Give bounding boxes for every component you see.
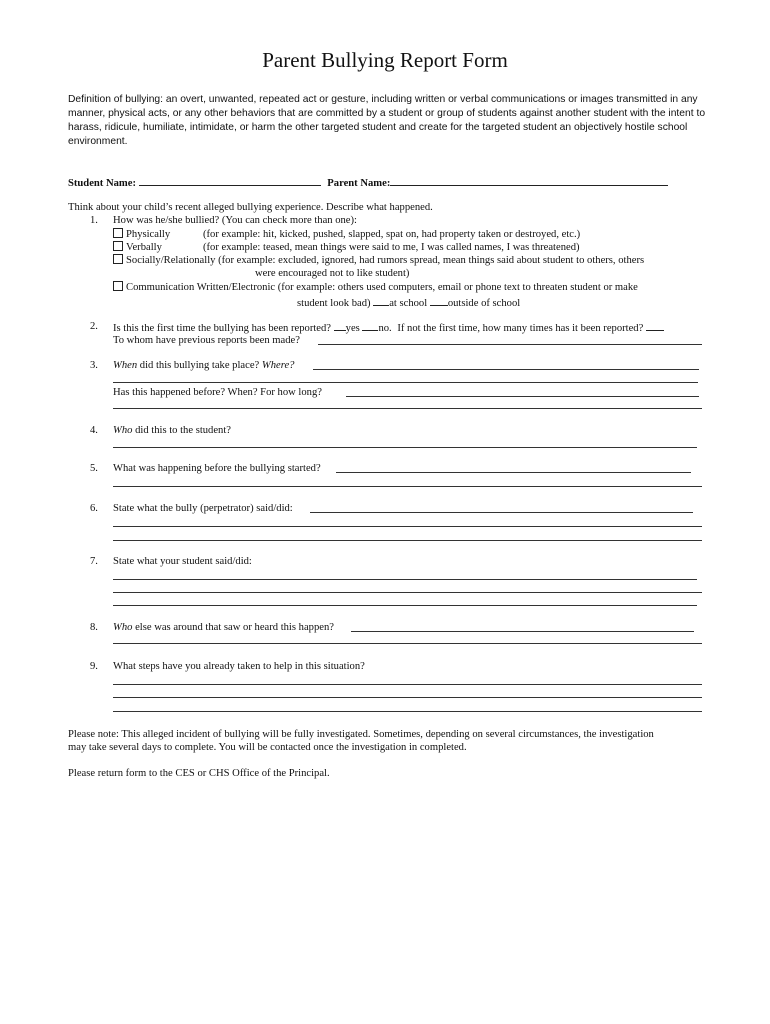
checkbox-physically[interactable]: [113, 228, 123, 238]
note-line-1: Please note: This alleged incident of bullying will be fully investigated. Sometimes, depending on several circumstances, the investigation: [68, 729, 654, 740]
q2-text-b: If not the first time, how many times has it been reported?: [397, 323, 644, 334]
student-name-label: Student Name:: [68, 178, 136, 189]
q1-location-row: [297, 295, 520, 310]
q8-text: else was around that saw or heard this happen?: [135, 622, 334, 633]
q3-number: 3.: [90, 360, 98, 371]
parent-name-field[interactable]: [390, 175, 668, 186]
q3-before-line[interactable]: [346, 396, 699, 397]
q6-line-2[interactable]: [113, 526, 702, 527]
q3-text-b: Has this happened before? When? For how long?: [113, 387, 322, 398]
q9-line-1[interactable]: [113, 684, 702, 685]
q6-text: State what the bully (perpetrator) said/did:: [113, 503, 293, 514]
q9-number: 9.: [90, 661, 98, 672]
checkbox-communication[interactable]: [113, 281, 123, 291]
note-line-2: may take several days to complete. You will be contacted once the investigation in completed.: [68, 742, 467, 753]
q3-line-2[interactable]: [113, 382, 698, 383]
return-instructions: Please return form to the CES or CHS Office of the Principal.: [68, 768, 330, 779]
q5-line-2[interactable]: [113, 486, 702, 487]
q2-row-a: [113, 320, 664, 335]
page-title: Parent Bullying Report Form: [262, 48, 508, 72]
q7-line-3[interactable]: [113, 605, 697, 606]
outside-school-blank[interactable]: [430, 295, 448, 306]
outside-school-label: outside of school: [447, 298, 521, 309]
q6-number: 6.: [90, 503, 98, 514]
checkbox-socially[interactable]: [113, 254, 123, 264]
q2-no-label: no.: [378, 323, 392, 334]
q5-text: What was happening before the bullying started?: [113, 463, 321, 474]
q1-option-communication[interactable]: Communication Written/Electronic (for example: others used computers, email or phone text to threaten student or make: [113, 281, 638, 294]
q9-text: What steps have you already taken to help in this situation?: [113, 661, 365, 672]
q6-line-1[interactable]: [310, 512, 693, 513]
q8-row: [113, 621, 334, 634]
q5-line-1[interactable]: [336, 472, 691, 473]
student-name-row: [68, 175, 668, 190]
q3-where-line[interactable]: [313, 369, 699, 370]
q2-no-blank[interactable]: [362, 320, 378, 331]
q1-example-verbally: (for example: teased, mean things were said to me, I was called names, I was threatened): [203, 242, 580, 253]
q7-text: State what your student said/did:: [113, 556, 252, 567]
q1-example-socially-cont: were encouraged not to like student): [255, 268, 410, 279]
q7-line-2[interactable]: [113, 592, 702, 593]
q4-who: Who: [113, 425, 133, 436]
q4-text: did this to the student?: [135, 425, 232, 436]
intro-text: Think about your child’s recent alleged bullying experience. Describe what happened.: [68, 202, 433, 213]
q2-number: 2.: [90, 321, 98, 332]
q5-number: 5.: [90, 463, 98, 474]
q2-yes-label: yes: [345, 323, 360, 334]
q2-yes-blank[interactable]: [334, 320, 346, 331]
q2-text-c: To whom have previous reports been made?: [113, 335, 300, 346]
at-school-blank[interactable]: [373, 295, 389, 306]
q8-number: 8.: [90, 622, 98, 633]
q9-line-3[interactable]: [113, 711, 702, 712]
q1-option-physically[interactable]: Physically: [113, 228, 170, 241]
q1-option-verbally[interactable]: Verbally: [113, 241, 162, 254]
q1-example-physically: (for example: hit, kicked, pushed, slapped, spat on, had property taken or destroyed, etc.): [203, 229, 581, 240]
at-school-label: at school: [389, 298, 428, 309]
checkbox-verbally[interactable]: [113, 241, 123, 251]
q9-line-2[interactable]: [113, 697, 702, 698]
q4-number: 4.: [90, 425, 98, 436]
q6-line-3[interactable]: [113, 540, 702, 541]
q1-text: How was he/she bullied? (You can check more than one):: [113, 215, 357, 226]
q3-row-a: [113, 359, 294, 372]
q3-where: Where?: [261, 360, 295, 371]
q1-number: 1.: [90, 215, 98, 226]
q3-when: When: [113, 360, 138, 371]
q1-example-socially: (for example: excluded, ignored, had rumors spread, mean things said about student to others, others: [218, 255, 645, 266]
q7-line-1[interactable]: [113, 579, 697, 580]
q1-example-communication: (for example: others used computers, email or phone text to threaten student or make: [277, 282, 638, 293]
q2-whom-line[interactable]: [318, 344, 702, 345]
q7-number: 7.: [90, 556, 98, 567]
q1-example-communication-cont: student look bad): [297, 298, 371, 309]
parent-name-label: Parent Name:: [327, 178, 391, 189]
q3-mid: did this bullying take place?: [139, 360, 260, 371]
bullying-definition: Definition of bullying: an overt, unwanted, repeated act or gesture, including written or verbal communications or images transmitted in any manner, physical acts, or any other behaviors that are committed by a student or group of students against another student with the intent to harass, ridicule, humiliate, intimidate, or harm the other targeted student and create for the targeted student an objectively hostile school environment.: [68, 94, 706, 147]
q3-line-4[interactable]: [113, 408, 702, 409]
q8-who: Who: [113, 622, 133, 633]
q4-row: [113, 424, 231, 437]
q8-line-2[interactable]: [113, 643, 702, 644]
q2-text-a: Is this the first time the bullying has been reported?: [113, 323, 331, 334]
student-name-field[interactable]: [139, 175, 321, 186]
q4-line[interactable]: [113, 447, 697, 448]
q2-count-blank[interactable]: [646, 320, 664, 331]
q1-option-socially[interactable]: Socially/Relationally (for example: excluded, ignored, had rumors spread, mean things said about student to others, others: [113, 254, 644, 267]
q8-line-1[interactable]: [351, 631, 694, 632]
